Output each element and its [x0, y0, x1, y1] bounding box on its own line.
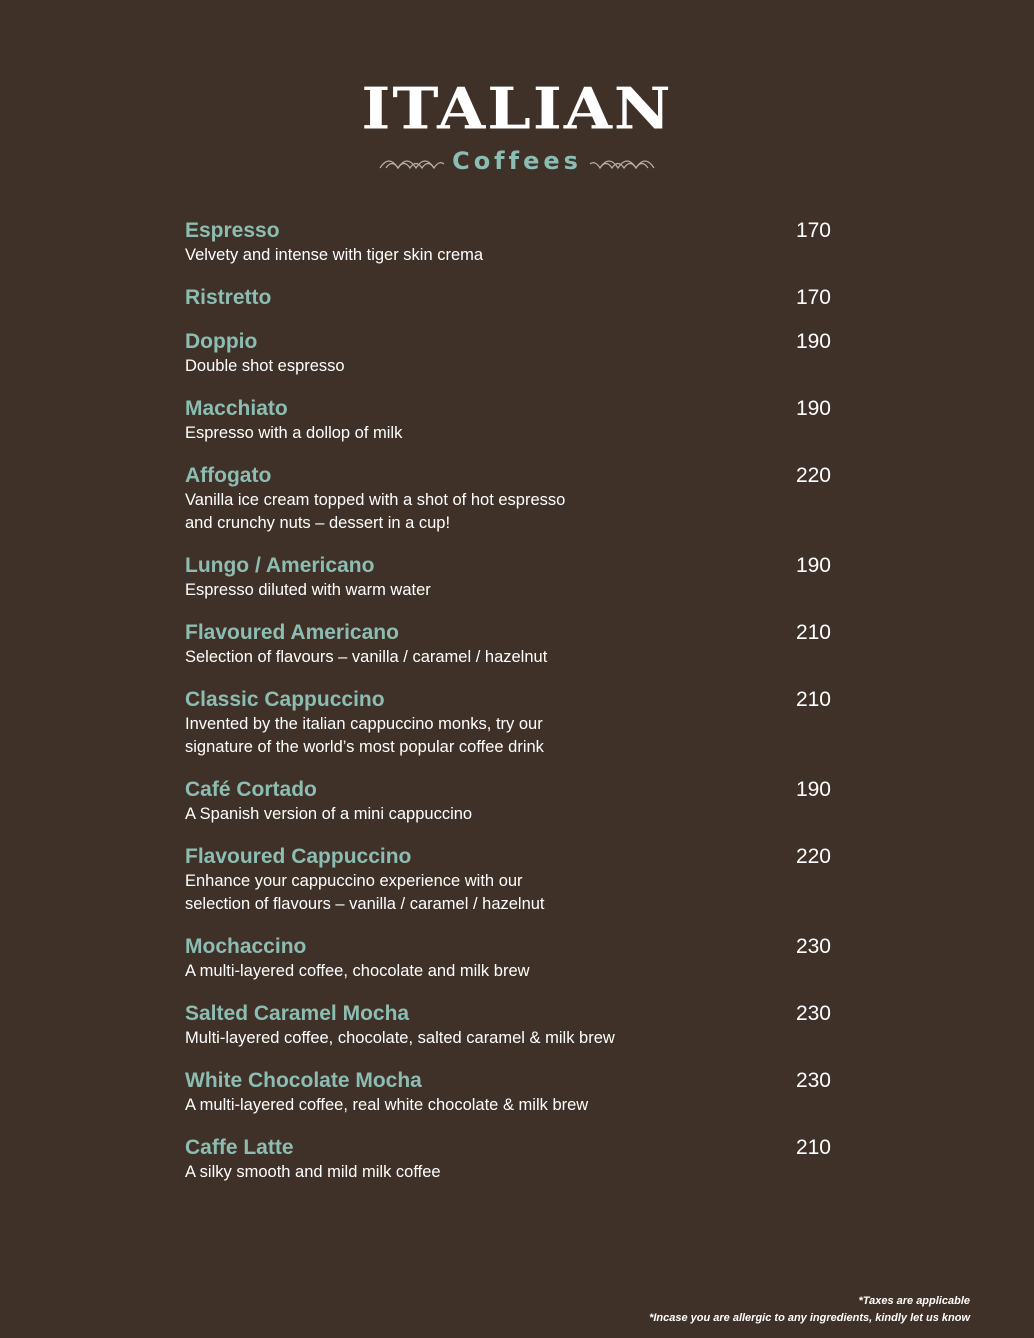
- item-name: Salted Caramel Mocha: [185, 1002, 410, 1025]
- menu-item-ristretto: [185, 285, 835, 311]
- scallop-ornament-right-icon: [588, 152, 656, 170]
- item-description: Vanilla ice cream topped with a shot of hot espresso and crunchy nuts – dessert in a cup!: [185, 491, 566, 532]
- item-price: 170: [795, 219, 831, 242]
- menu-title: ITALIAN: [361, 74, 673, 143]
- menu-header: [0, 74, 1034, 176]
- menu-list: [185, 218, 835, 1202]
- item-description: Enhance your cappuccino experience with our selection of flavours – vanilla / caramel / hazelnut: [185, 872, 545, 913]
- tax-note: *Taxes are applicable: [858, 1295, 970, 1307]
- item-price: 230: [795, 1069, 831, 1092]
- item-description: Multi-layered coffee, chocolate, salted caramel & milk brew: [185, 1029, 615, 1047]
- item-price: 210: [795, 688, 831, 711]
- item-description: A multi-layered coffee, chocolate and milk brew: [185, 962, 530, 980]
- item-price: 190: [795, 397, 831, 420]
- menu-item-affogato: [185, 463, 835, 535]
- item-price: 190: [795, 778, 831, 801]
- item-description: Selection of flavours – vanilla / caramel / hazelnut: [185, 648, 548, 666]
- scallop-ornament-left-icon: [378, 152, 446, 170]
- item-name: Flavoured Americano: [185, 621, 399, 644]
- menu-item-mochaccino: [185, 934, 835, 983]
- item-description: A multi-layered coffee, real white chocolate & milk brew: [185, 1096, 589, 1114]
- item-name: White Chocolate Mocha: [185, 1069, 422, 1092]
- item-price: 230: [795, 935, 831, 958]
- item-name: Ristretto: [185, 286, 272, 309]
- item-price: 220: [795, 845, 831, 868]
- item-price: 230: [795, 1002, 831, 1025]
- item-name: Doppio: [185, 330, 258, 353]
- item-price: 210: [795, 1136, 831, 1159]
- item-price: 220: [795, 464, 831, 487]
- item-name: Café Cortado: [185, 778, 317, 801]
- item-name: Macchiato: [185, 397, 288, 420]
- menu-item-flavoured-americano: [185, 620, 835, 669]
- item-name: Mochaccino: [185, 935, 307, 958]
- item-description: Invented by the italian cappuccino monks, try our signature of the world’s most popular coffee drink: [185, 715, 544, 756]
- item-description: A Spanish version of a mini cappuccino: [185, 805, 473, 823]
- menu-item-salted-caramel-mocha: [185, 1001, 835, 1050]
- item-price: 210: [795, 621, 831, 644]
- menu-item-classic-cappuccino: [185, 687, 835, 759]
- item-description: Espresso diluted with warm water: [185, 581, 431, 599]
- menu-item-macchiato: [185, 396, 835, 445]
- menu-item-caffe-latte: [185, 1135, 835, 1184]
- subtitle-row: [0, 146, 1034, 176]
- item-name: Lungo / Americano: [185, 554, 375, 577]
- item-name: Flavoured Cappuccino: [185, 845, 412, 868]
- item-description: Espresso with a dollop of milk: [185, 424, 403, 442]
- item-description: Double shot espresso: [185, 357, 345, 375]
- item-name: Affogato: [185, 464, 272, 487]
- menu-item-flavoured-cappuccino: [185, 844, 835, 916]
- menu-item-doppio: [185, 329, 835, 378]
- item-price: 170: [795, 286, 831, 309]
- item-description: Velvety and intense with tiger skin crema: [185, 246, 484, 264]
- footer-notes: [649, 1293, 970, 1327]
- menu-item-white-chocolate-mocha: [185, 1068, 835, 1117]
- item-price: 190: [795, 554, 831, 577]
- menu-item-cafe-cortado: [185, 777, 835, 826]
- menu-item-lungo-americano: [185, 553, 835, 602]
- menu-subtitle: Coffees: [452, 147, 582, 175]
- item-name: Classic Cappuccino: [185, 688, 385, 711]
- menu-item-espresso: [185, 218, 835, 267]
- item-name: Espresso: [185, 219, 280, 242]
- item-description: A silky smooth and mild milk coffee: [185, 1163, 441, 1181]
- item-price: 190: [795, 330, 831, 353]
- allergy-note: *Incase you are allergic to any ingredients, kindly let us know: [649, 1312, 970, 1324]
- item-name: Caffe Latte: [185, 1136, 294, 1159]
